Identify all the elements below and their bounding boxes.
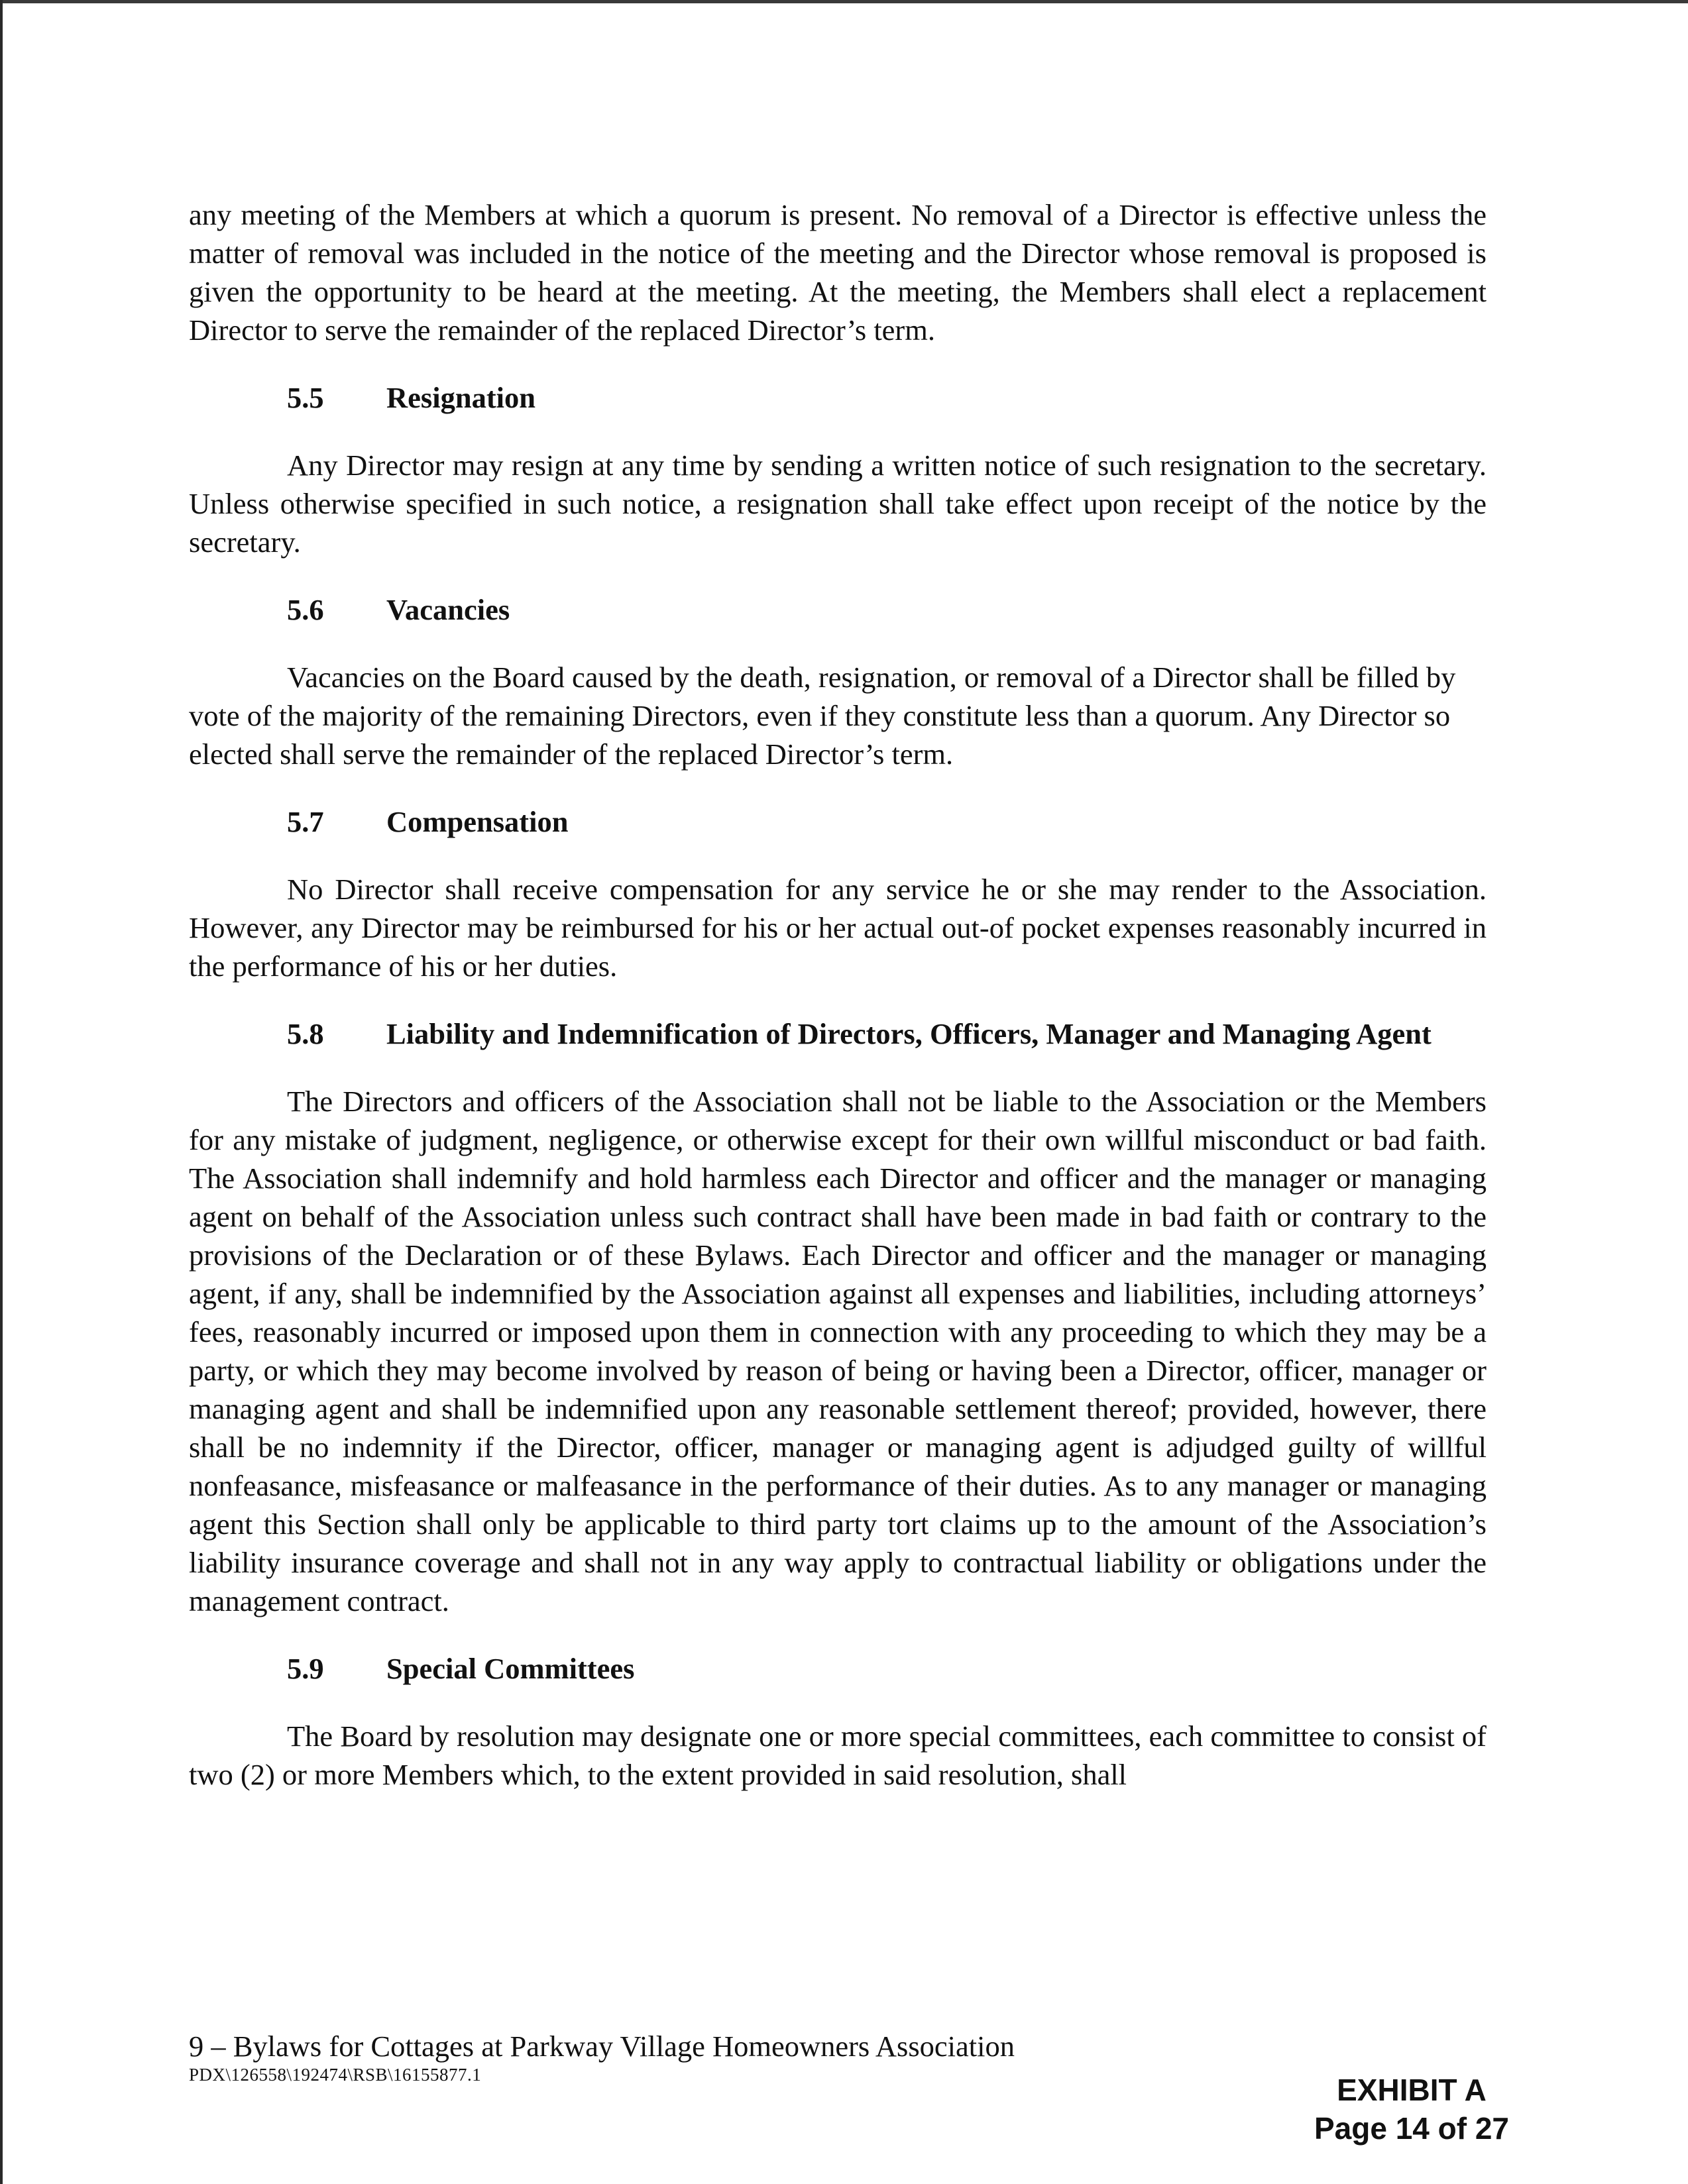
section-number: 5.5 xyxy=(287,381,324,414)
exhibit-stamp xyxy=(1299,2071,1524,2148)
section-body-5-8: The Directors and officers of the Association shall not be liable to the Association or the Members for any mistake of judgment, negligence, or otherwise except for their own willful misconduct or bad faith. The Association shall indemnify and hold harmless each Director and officer and the manager or managing agent on behalf of the Association unless such contract shall have been made in bad faith or contrary to the provisions of the Declaration or of these Bylaws. Each Director and officer and the manager or managing agent, if any, shall be indemnified by the Association against all expenses and liabilities, including attorneys’ fees, reasonably incurred or imposed upon them in connection with any proceeding to which they may be a party, or which they may become involved by reason of being or having been a Director, officer, manager or managing agent and shall be indemnified upon any reasonable settlement thereof; provided, however, there shall be no indemnity if the Director, officer, manager or managing agent is adjudged guilty of willful nonfeasance, misfeasance or malfeasance in the performance of their duties. As to any manager or managing agent this Section shall only be applicable to third party tort claims up to the amount of the Association’s liability insurance coverage and shall not in any way apply to contractual liability or obligations under the management contract. xyxy=(189,1085,1487,1617)
exhibit-page-number: Page 14 of 27 xyxy=(1314,2111,1510,2146)
section-heading-5-8 xyxy=(189,1014,1487,1053)
continuation-paragraph: any meeting of the Members at which a quorum is present. No removal of a Director is effective unless the matter of removal was included in the notice of the meeting and the Director whose removal is proposed is given the opportunity to be heard at the meeting. At the meeting, the Members shall elect a replacement Director to serve the remainder of the replaced Director’s term. xyxy=(189,198,1487,347)
section-number: 5.9 xyxy=(287,1652,324,1685)
section-body-5-6: Vacancies on the Board caused by the death, resignation, or removal of a Director shall be filled by vote of the majority of the remaining Directors, even if they constitute less than a quorum. Any Director so elected shall serve the remainder of the replaced Director’s term. xyxy=(189,661,1456,771)
exhibit-label: EXHIBIT A xyxy=(1337,2073,1487,2107)
section-title: Vacancies xyxy=(386,593,510,626)
section-number: 5.7 xyxy=(287,805,324,838)
footer-title: 9 – Bylaws for Cottages at Parkway Village Homeowners Association xyxy=(189,2030,1015,2063)
section-title: Special Committees xyxy=(386,1652,635,1685)
section-heading-5-6 xyxy=(287,590,1487,629)
scan-top-edge xyxy=(0,0,1688,3)
section-heading-5-5 xyxy=(287,378,1487,417)
section-number: 5.6 xyxy=(287,593,324,626)
document-body xyxy=(189,195,1487,1794)
scan-left-edge xyxy=(0,0,3,2184)
section-heading-5-7 xyxy=(287,802,1487,841)
section-body-5-9: The Board by resolution may designate one or more special committees, each committee to consist of two (2) or more Members which, to the extent provided in said resolution, shall xyxy=(189,1720,1487,1791)
section-title: Liability and Indemnification of Directors, Officers, Manager and Managing Agent xyxy=(386,1017,1432,1050)
section-title: Compensation xyxy=(386,805,569,838)
section-number: 5.8 xyxy=(287,1017,324,1050)
section-body-5-5: Any Director may resign at any time by sending a written notice of such resignation to the secretary. Unless otherwise specified in such notice, a resignation shall take effect upon receipt of the notice by the secretary. xyxy=(189,449,1487,559)
section-title: Resignation xyxy=(386,381,535,414)
footer-document-id: PDX\126558\192474\RSB\16155877.1 xyxy=(189,2065,482,2085)
section-body-5-7: No Director shall receive compensation for any service he or she may render to the Association. However, any Director may be reimbursed for his or her actual out-of pocket expenses reasonably incurred in the performance of his or her duties. xyxy=(189,873,1487,983)
section-heading-5-9 xyxy=(287,1649,1487,1688)
